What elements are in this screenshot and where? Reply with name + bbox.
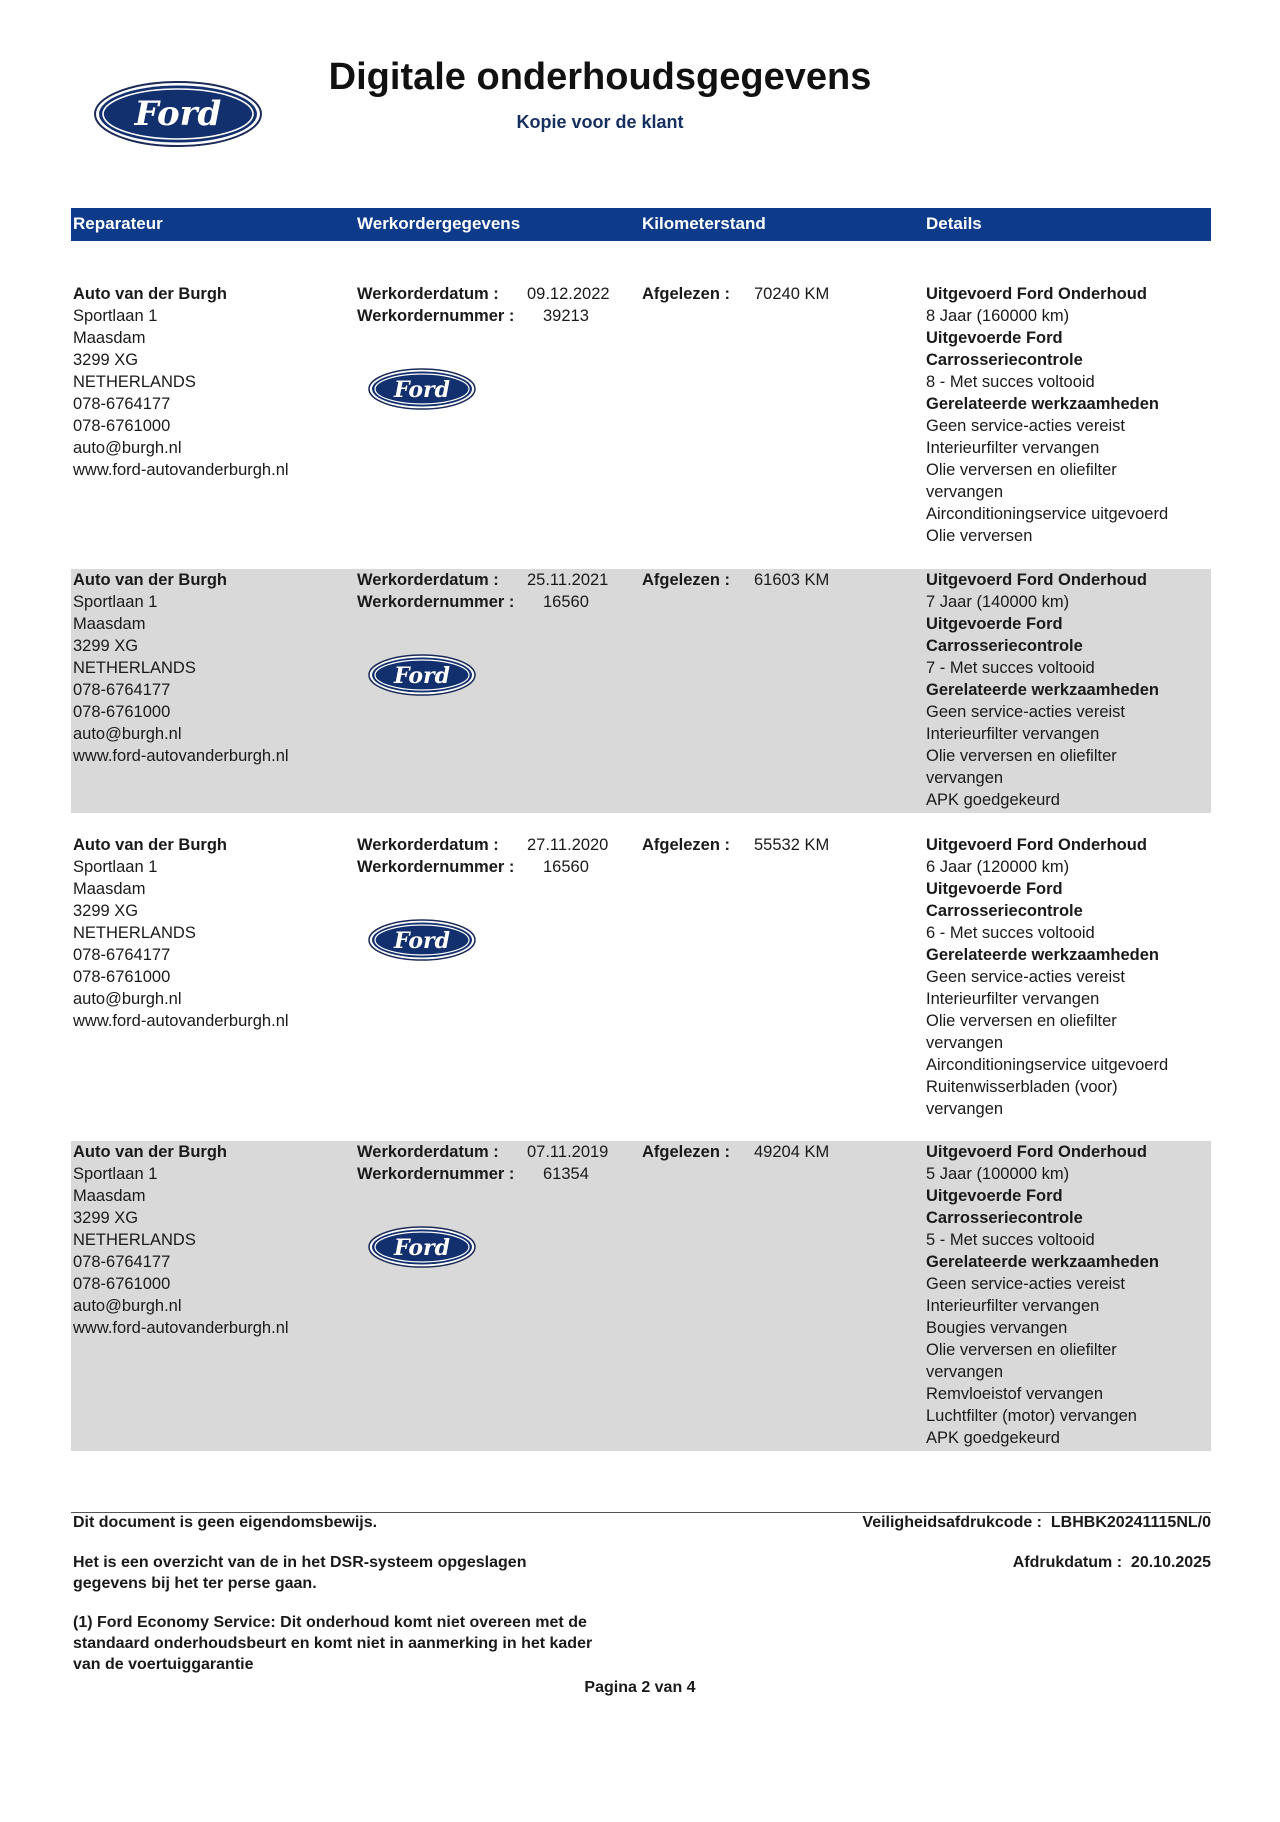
km-value: 70240 KM [754,285,830,303]
repairer-cell [73,834,343,1032]
details-line: Interieurfilter vervangen [926,1297,1100,1315]
repairer-fax: 078-6761000 [73,1275,171,1293]
km-cell [642,569,912,591]
repairer-fax: 078-6761000 [73,417,171,435]
details-line: Airconditioningservice uitgevoerd [926,1056,1169,1074]
workorder-date-label: Werkorderdatum : [357,571,499,589]
details-line: 6 - Met succes voltooid [926,924,1095,942]
workorder-number: 39213 [543,307,589,325]
details-heading: Uitgevoerde Ford [926,880,1063,898]
repairer-phone: 078-6764177 [73,946,171,964]
workorder-date-label: Werkorderdatum : [357,285,499,303]
workorder-number-label: Werkordernummer : [357,593,515,611]
workorder-cell [357,834,637,878]
table-row [71,283,1211,553]
repairer-phone: 078-6764177 [73,681,171,699]
page-number: Pagina 2 van 4 [584,1679,696,1696]
workorder-date: 25.11.2021 [527,571,609,589]
footer-note-line: (1) Ford Economy Service: Dit onderhoud komt niet overeen met de [73,1614,587,1631]
details-line: vervangen [926,769,1004,787]
column-header-werkordergegevens: Werkordergegevens [357,214,521,233]
details-heading: Uitgevoerde Ford [926,329,1063,347]
workorder-number-label: Werkordernummer : [357,307,515,325]
repairer-website: www.ford-autovanderburgh.nl [73,1319,289,1337]
print-date: 20.10.2025 [1130,1554,1211,1571]
security-code: LBHBK20241115NL/0 [1050,1514,1211,1531]
details-line: Olie verversen en oliefilter [926,747,1117,765]
repairer-fax: 078-6761000 [73,968,171,986]
repairer-cell [73,283,343,481]
details-line: Airconditioningservice uitgevoerd [926,505,1169,523]
details-line: Ruitenwisserbladen (voor) [926,1078,1118,1096]
repairer-country: NETHERLANDS [73,373,196,391]
workorder-number: 16560 [543,593,589,611]
details-line: 5 - Met succes voltooid [926,1231,1095,1249]
details-heading: Uitgevoerd Ford Onderhoud [926,285,1147,303]
repairer-city: Maasdam [73,615,146,633]
details-line: vervangen [926,1100,1004,1118]
details-cell [926,569,1211,811]
details-line: Remvloeistof vervangen [926,1385,1104,1403]
repairer-email: auto@burgh.nl [73,439,182,457]
footer-note [73,1612,592,1675]
details-line: vervangen [926,483,1004,501]
repairer-name: Auto van der Burgh [73,836,228,854]
details-line: 5 Jaar (100000 km) [926,1165,1070,1183]
workorder-cell [357,283,637,327]
footer-disclaimer: Dit document is geen eigendomsbewijs. [73,1514,378,1531]
details-line: Geen service-acties vereist [926,1275,1125,1293]
details-line: Geen service-acties vereist [926,703,1125,721]
details-heading: Uitgevoerd Ford Onderhoud [926,836,1147,854]
repairer-city: Maasdam [73,329,146,347]
print-date-line [1013,1552,1211,1573]
details-line: Interieurfilter vervangen [926,439,1100,457]
repairer-street: Sportlaan 1 [73,307,158,325]
km-value: 55532 KM [754,836,830,854]
details-heading: Gerelateerde werkzaamheden [926,395,1159,413]
details-cell [926,283,1211,547]
km-value: 49204 KM [754,1143,830,1161]
details-heading: Gerelateerde werkzaamheden [926,681,1159,699]
column-header-kilometerstand: Kilometerstand [642,214,766,233]
workorder-date: 27.11.2020 [527,836,609,854]
ford-logo-small [368,1226,476,1268]
repairer-phone: 078-6764177 [73,1253,171,1271]
repairer-street: Sportlaan 1 [73,1165,158,1183]
page-title: Digitale onderhoudsgegevens [328,56,872,98]
details-heading: Uitgevoerd Ford Onderhoud [926,571,1147,589]
details-line: Luchtfilter (motor) vervangen [926,1407,1137,1425]
repairer-cell [73,569,343,767]
ford-logo-small-text: Ford [393,377,451,403]
repairer-email: auto@burgh.nl [73,1297,182,1315]
km-label: Afgelezen : [642,836,731,854]
repairer-postcode: 3299 XG [73,351,139,369]
details-line: Geen service-acties vereist [926,417,1125,435]
details-heading: Gerelateerde werkzaamheden [926,946,1159,964]
repairer-phone: 078-6764177 [73,395,171,413]
column-header-details: Details [926,214,982,233]
ford-logo-small-text: Ford [393,928,451,954]
footer-overview [73,1552,526,1594]
details-line: 8 Jaar (160000 km) [926,307,1070,325]
details-heading: Carrosseriecontrole [926,1209,1083,1227]
table-row [71,834,1211,1124]
repairer-street: Sportlaan 1 [73,593,158,611]
km-cell [642,1141,912,1163]
page-subtitle: Kopie voor de klant [516,112,684,132]
repairer-cell [73,1141,343,1339]
details-line: Geen service-acties vereist [926,968,1125,986]
workorder-number-label: Werkordernummer : [357,1165,515,1183]
security-code-line [862,1512,1211,1533]
details-line: Bougies vervangen [926,1319,1068,1337]
workorder-number: 16560 [543,858,589,876]
footer-overview-line: Het is een overzicht van de in het DSR-systeem opgeslagen [73,1554,527,1571]
table-row [71,569,1211,813]
details-line: Olie verversen en oliefilter [926,1341,1117,1359]
repairer-country: NETHERLANDS [73,1231,196,1249]
repairer-fax: 078-6761000 [73,703,171,721]
workorder-date: 09.12.2022 [527,285,610,303]
workorder-cell [357,569,637,613]
repairer-email: auto@burgh.nl [73,990,182,1008]
repairer-postcode: 3299 XG [73,637,139,655]
print-date-label: Afdrukdatum : [1012,1554,1123,1571]
ford-logo-small-text: Ford [393,663,451,689]
repairer-country: NETHERLANDS [73,924,196,942]
ford-logo-small [368,919,476,961]
repairer-website: www.ford-autovanderburgh.nl [73,1012,289,1030]
km-cell [642,283,912,305]
ford-logo-small-text: Ford [393,1235,451,1261]
details-line: 7 Jaar (140000 km) [926,593,1070,611]
workorder-date: 07.11.2019 [527,1143,609,1161]
details-line: APK goedgekeurd [926,1429,1060,1447]
repairer-postcode: 3299 XG [73,1209,139,1227]
table-header [71,208,1211,241]
details-line: vervangen [926,1363,1004,1381]
km-label: Afgelezen : [642,1143,731,1161]
repairer-city: Maasdam [73,1187,146,1205]
km-cell [642,834,912,856]
repairer-website: www.ford-autovanderburgh.nl [73,461,289,479]
repairer-website: www.ford-autovanderburgh.nl [73,747,289,765]
details-line: Interieurfilter vervangen [926,990,1100,1008]
table-row [71,1141,1211,1451]
details-cell [926,834,1211,1120]
workorder-number-label: Werkordernummer : [357,858,515,876]
column-header-reparateur: Reparateur [73,214,163,233]
details-heading: Carrosseriecontrole [926,637,1083,655]
workorder-cell [357,1141,637,1185]
footer-overview-line: gegevens bij het ter perse gaan. [73,1575,317,1592]
workorder-date-label: Werkorderdatum : [357,836,499,854]
workorder-date-label: Werkorderdatum : [357,1143,499,1161]
details-heading: Uitgevoerde Ford [926,1187,1063,1205]
repairer-name: Auto van der Burgh [73,1143,228,1161]
details-line: Interieurfilter vervangen [926,725,1100,743]
repairer-street: Sportlaan 1 [73,858,158,876]
repairer-postcode: 3299 XG [73,902,139,920]
ford-logo-small [368,654,476,696]
details-heading: Gerelateerde werkzaamheden [926,1253,1159,1271]
details-line: vervangen [926,1034,1004,1052]
footer-note-line: standaard onderhoudsbeurt en komt niet in aanmerking in het kader [73,1635,593,1652]
repairer-country: NETHERLANDS [73,659,196,677]
details-line: APK goedgekeurd [926,791,1060,809]
km-label: Afgelezen : [642,285,731,303]
ford-logo-text: Ford [134,94,222,134]
details-line: 8 - Met succes voltooid [926,373,1095,391]
details-line: Olie verversen en oliefilter [926,1012,1117,1030]
repairer-name: Auto van der Burgh [73,285,228,303]
workorder-number: 61354 [543,1165,589,1183]
footer-note-line: van de voertuiggarantie [73,1656,254,1673]
details-line: 6 Jaar (120000 km) [926,858,1070,876]
security-code-label: Veiligheidsafdrukcode : [862,1514,1043,1531]
details-heading: Carrosseriecontrole [926,351,1083,369]
details-heading: Carrosseriecontrole [926,902,1083,920]
details-heading: Uitgevoerde Ford [926,615,1063,633]
km-value: 61603 KM [754,571,830,589]
km-label: Afgelezen : [642,571,731,589]
details-cell [926,1141,1211,1449]
details-heading: Uitgevoerd Ford Onderhoud [926,1143,1147,1161]
details-line: 7 - Met succes voltooid [926,659,1095,677]
repairer-email: auto@burgh.nl [73,725,182,743]
ford-logo-small [368,368,476,410]
details-line: Olie verversen en oliefilter [926,461,1117,479]
repairer-city: Maasdam [73,880,146,898]
repairer-name: Auto van der Burgh [73,571,228,589]
details-line: Olie verversen [926,527,1033,545]
